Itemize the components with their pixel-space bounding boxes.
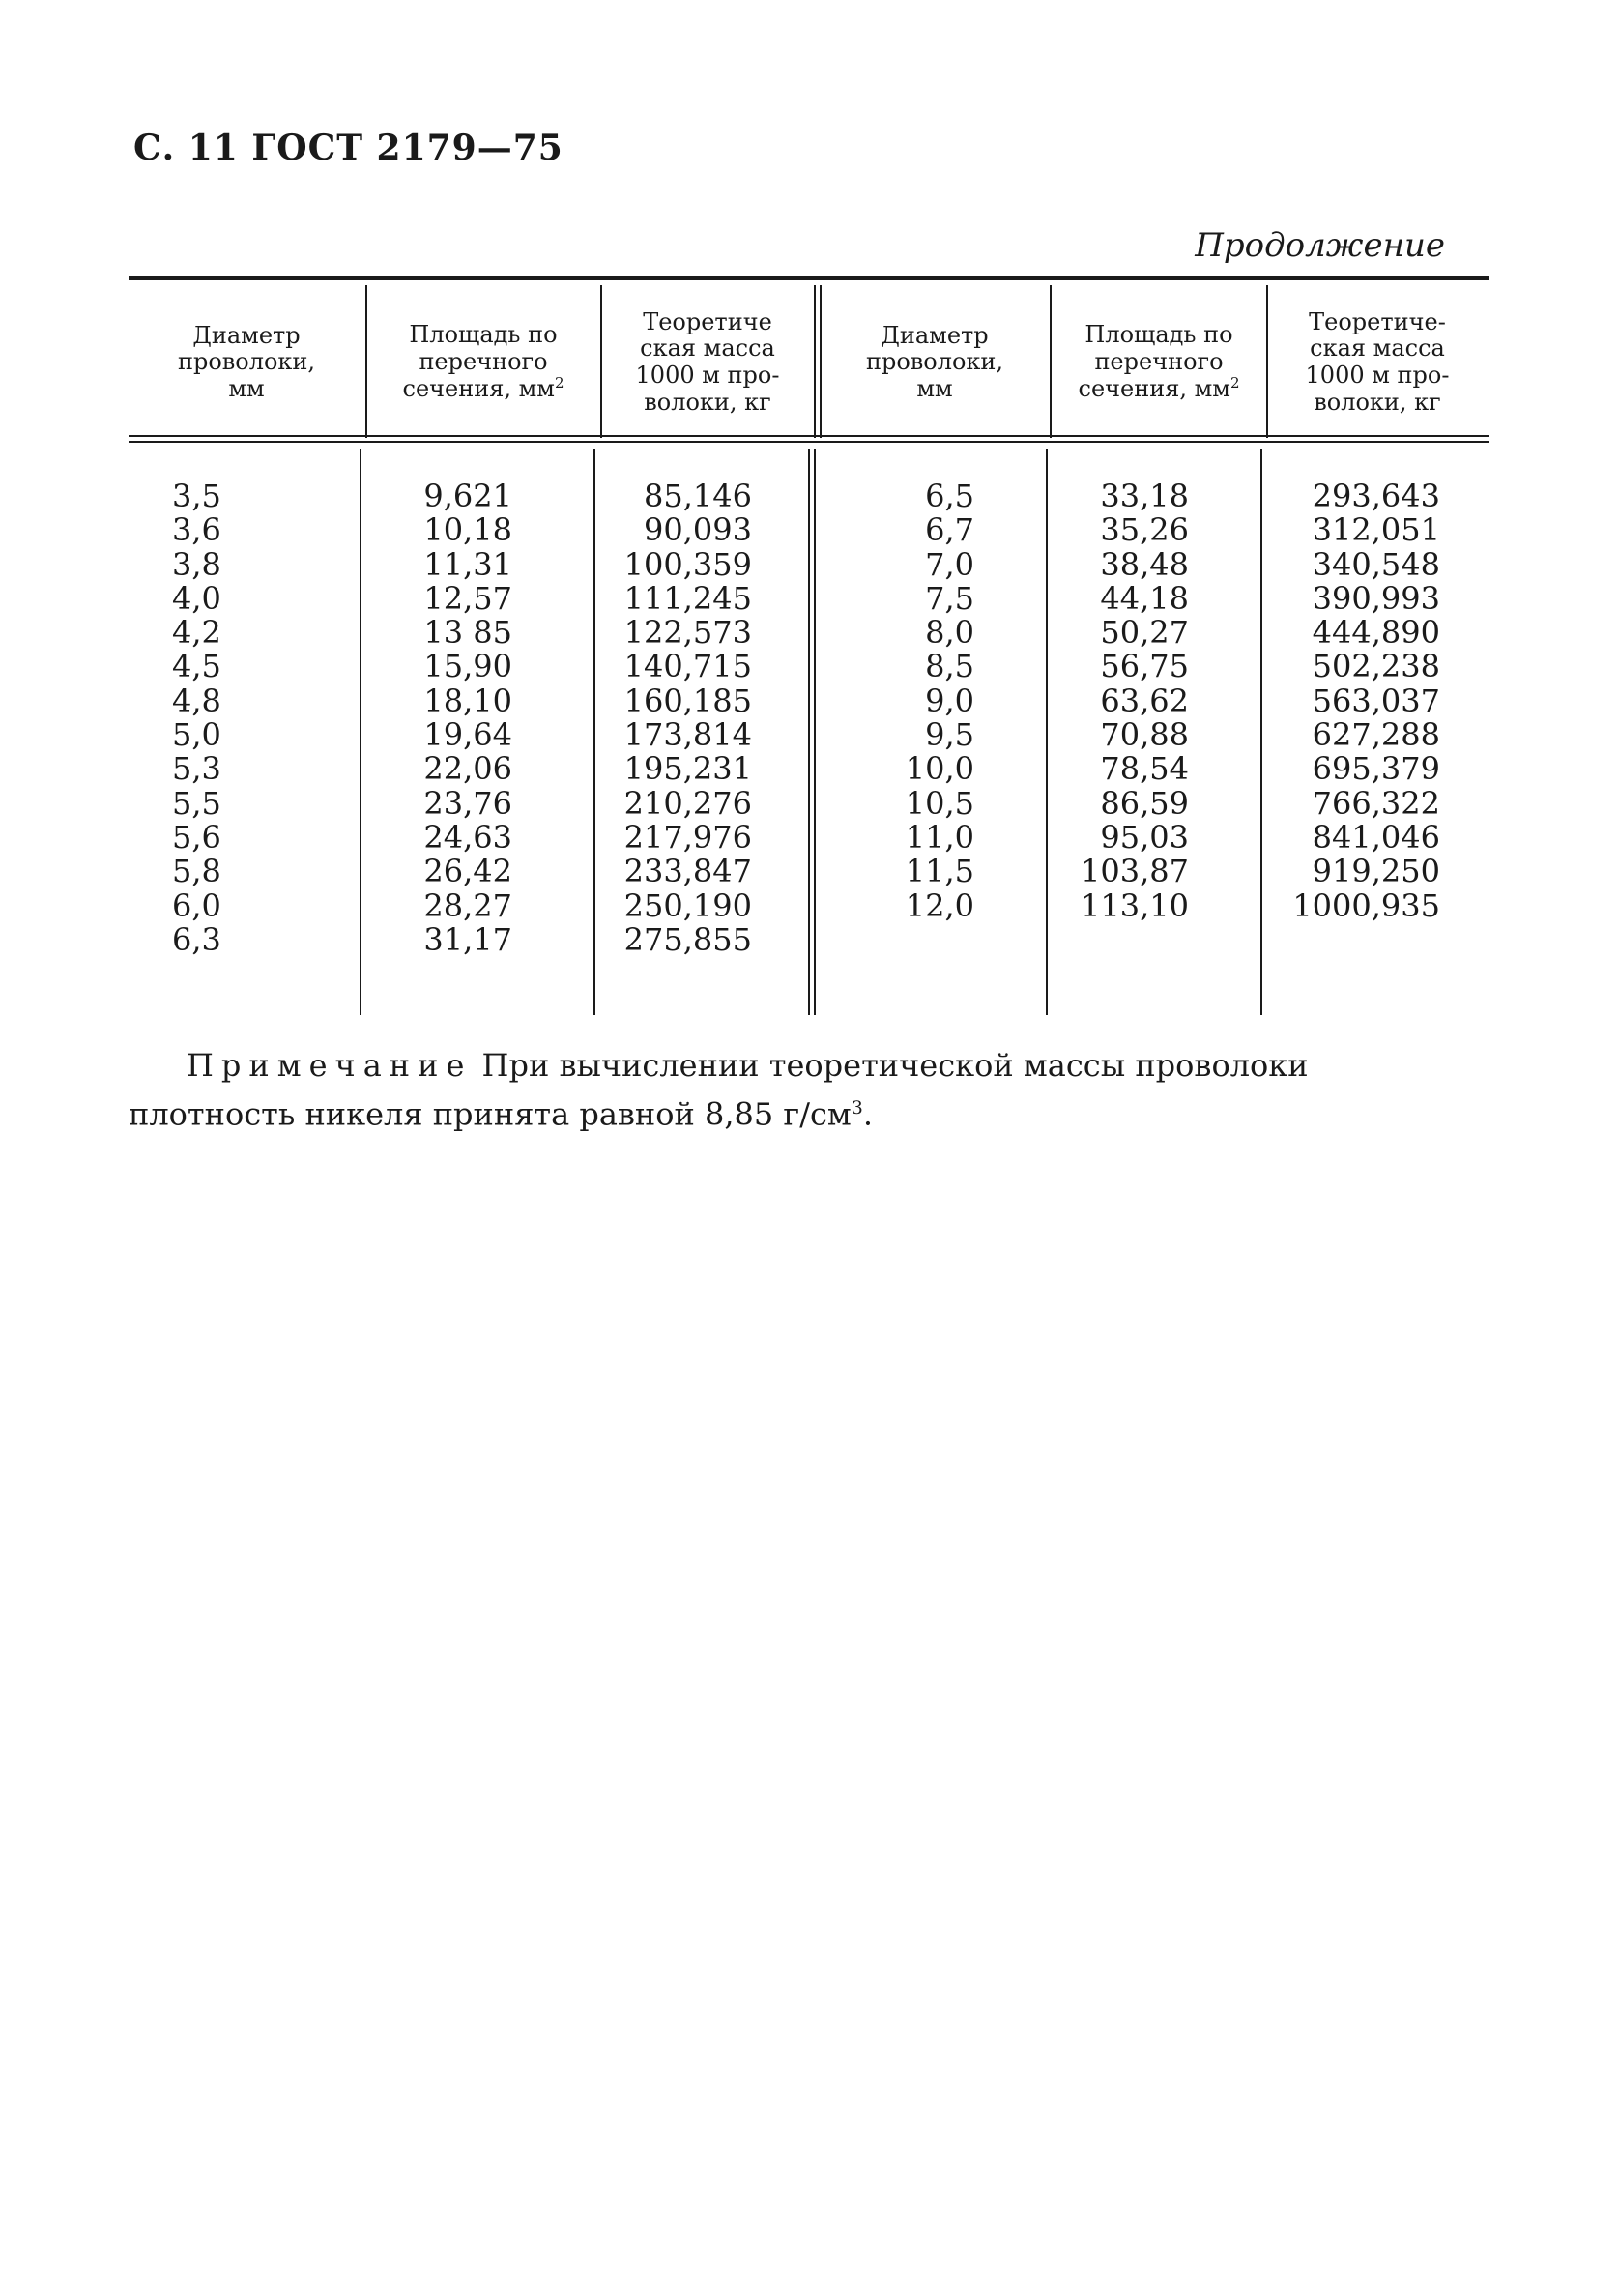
table-cell: 766,322	[1312, 784, 1440, 822]
table-cell: 13 85	[423, 614, 512, 652]
column-diameter-right	[841, 480, 974, 923]
column-divider	[1046, 449, 1048, 1015]
table-cell: 4,5	[172, 648, 221, 685]
table-cell: 113,10	[1081, 886, 1189, 924]
column-diameter-left	[172, 480, 221, 957]
table-cell: 5,3	[172, 750, 221, 788]
table-cell: 24,63	[423, 818, 512, 856]
table-top-rule	[129, 276, 1489, 280]
table-cell: 10,18	[423, 511, 512, 549]
column-divider	[1260, 449, 1262, 1015]
table-cell: 11,5	[905, 853, 974, 890]
table-cell: 23,76	[423, 784, 512, 822]
table-cell: 18,10	[423, 682, 512, 719]
column-area-left	[387, 480, 512, 957]
table-cell: 12,0	[905, 886, 974, 924]
table-cell: 35,26	[1100, 511, 1189, 549]
table-cell: 7,5	[925, 579, 974, 617]
table-cell: 85,146	[644, 478, 752, 514]
table-cell: 9,0	[925, 682, 974, 719]
page-header: С. 11 ГОСТ 2179—75	[133, 128, 564, 168]
table-cell: 210,276	[623, 784, 752, 822]
table-cell: 390,993	[1312, 579, 1440, 617]
table-cell: 6,0	[172, 886, 221, 924]
table-cell: 1000,935	[1292, 886, 1440, 924]
table-cell: 6,7	[925, 511, 974, 549]
column-divider	[600, 285, 602, 438]
table-header-rule	[129, 435, 1489, 437]
table-cell: 28,27	[423, 886, 512, 924]
table-cell: 3,5	[172, 478, 221, 514]
note-sup: 3	[851, 1097, 863, 1119]
table-cell: 11,31	[423, 545, 512, 583]
column-area-right	[1054, 480, 1189, 923]
table-cell: 275,855	[623, 920, 752, 958]
table-cell: 11,0	[905, 818, 974, 856]
column-header-diameter: Диаметр проволоки, мм	[177, 321, 316, 402]
column-divider	[360, 449, 361, 1015]
column-divider	[1050, 285, 1052, 438]
table-cell: 502,238	[1312, 648, 1440, 685]
table-cell: 217,976	[623, 818, 752, 856]
table-cell: 919,250	[1312, 853, 1440, 890]
table-cell: 5,6	[172, 818, 221, 856]
table-cell: 160,185	[623, 682, 752, 719]
table-cell: 19,64	[423, 716, 512, 754]
table-cell: 38,48	[1100, 545, 1189, 583]
column-divider-double	[814, 285, 816, 438]
column-divider	[593, 449, 595, 1015]
column-header-area: Площадь по перечного сечения, $мм^2$	[402, 321, 564, 403]
column-header-mass: Теоретиче ская масса 1000 м про- волоки, кг	[635, 307, 780, 416]
table-cell: 111,245	[623, 579, 752, 617]
table-cell: 293,643	[1312, 478, 1440, 514]
table-cell: 340,548	[1312, 545, 1440, 583]
table-cell: 233,847	[623, 853, 752, 890]
table-cell: 9,5	[925, 716, 974, 754]
table-cell: 15,90	[423, 648, 512, 685]
table-cell: 627,288	[1312, 716, 1440, 754]
table-cell: 70,88	[1100, 716, 1189, 754]
column-mass-right	[1266, 480, 1440, 923]
table-cell: 7,0	[925, 545, 974, 583]
column-divider-double	[820, 285, 822, 438]
table-cell: 122,573	[623, 614, 752, 652]
table-cell: 8,0	[925, 614, 974, 652]
table-cell: 312,051	[1312, 511, 1440, 549]
table-cell: 695,379	[1312, 750, 1440, 788]
table-cell: 4,0	[172, 579, 221, 617]
table-cell: 50,27	[1100, 614, 1189, 652]
table-cell: 90,093	[644, 511, 752, 549]
table-cell: 44,18	[1100, 579, 1189, 617]
column-header-area: Площадь по перечного сечения, $мм^2$	[1078, 321, 1240, 403]
table-cell: 563,037	[1312, 682, 1440, 719]
continuation-label: Продолжение	[1195, 226, 1445, 265]
table-cell: 10,0	[905, 750, 974, 788]
table-cell: 3,8	[172, 545, 221, 583]
table-cell: 6,3	[172, 920, 221, 958]
column-header-mass: Теоретиче- ская масса 1000 м про- волоки, кг	[1305, 307, 1450, 416]
table-cell: 86,59	[1100, 784, 1189, 822]
table-cell: 12,57	[423, 579, 512, 617]
table-cell: 195,231	[623, 750, 752, 788]
table-note: Примечание При вычислении теоретической массы проволоки плотность никеля принята равной 8,85 $г/см^3$.	[129, 1047, 1309, 1133]
note-text: При вычислении теоретической массы проволоки плотность никеля принята равной 8,85 г/см	[129, 1047, 1309, 1133]
note-lead: Примечание	[187, 1047, 473, 1084]
table-cell: 5,8	[172, 853, 221, 890]
column-mass-left	[599, 480, 752, 957]
table-cell: 31,17	[423, 920, 512, 958]
table-cell: 9,621	[423, 478, 512, 514]
table-cell: 10,5	[905, 784, 974, 822]
table-cell: 173,814	[623, 716, 752, 754]
table-cell: 103,87	[1081, 853, 1189, 890]
table-cell: 5,5	[172, 784, 221, 822]
table-cell: 4,8	[172, 682, 221, 719]
table-cell: 33,18	[1100, 478, 1189, 514]
column-divider	[365, 285, 367, 438]
table-cell: 8,5	[925, 648, 974, 685]
table-cell: 140,715	[623, 648, 752, 685]
table-cell: 250,190	[623, 886, 752, 924]
table-cell: 95,03	[1100, 818, 1189, 856]
table-cell: 4,2	[172, 614, 221, 652]
table-cell: 444,890	[1312, 614, 1440, 652]
column-header-diameter: Диаметр проволоки, мм	[865, 321, 1004, 402]
table-cell: 3,6	[172, 511, 221, 549]
table-cell: 56,75	[1100, 648, 1189, 685]
table-cell: 26,42	[423, 853, 512, 890]
table-cell: 6,5	[925, 478, 974, 514]
table-cell: 22,06	[423, 750, 512, 788]
table-header-rule-double	[129, 441, 1489, 443]
table-cell: 5,0	[172, 716, 221, 754]
table-cell: 841,046	[1312, 818, 1440, 856]
column-divider	[1266, 285, 1268, 438]
table-cell: 78,54	[1100, 750, 1189, 788]
column-divider-double	[808, 449, 810, 1015]
table-cell: 63,62	[1100, 682, 1189, 719]
table-cell: 100,359	[623, 545, 752, 583]
column-divider-double	[814, 449, 816, 1015]
